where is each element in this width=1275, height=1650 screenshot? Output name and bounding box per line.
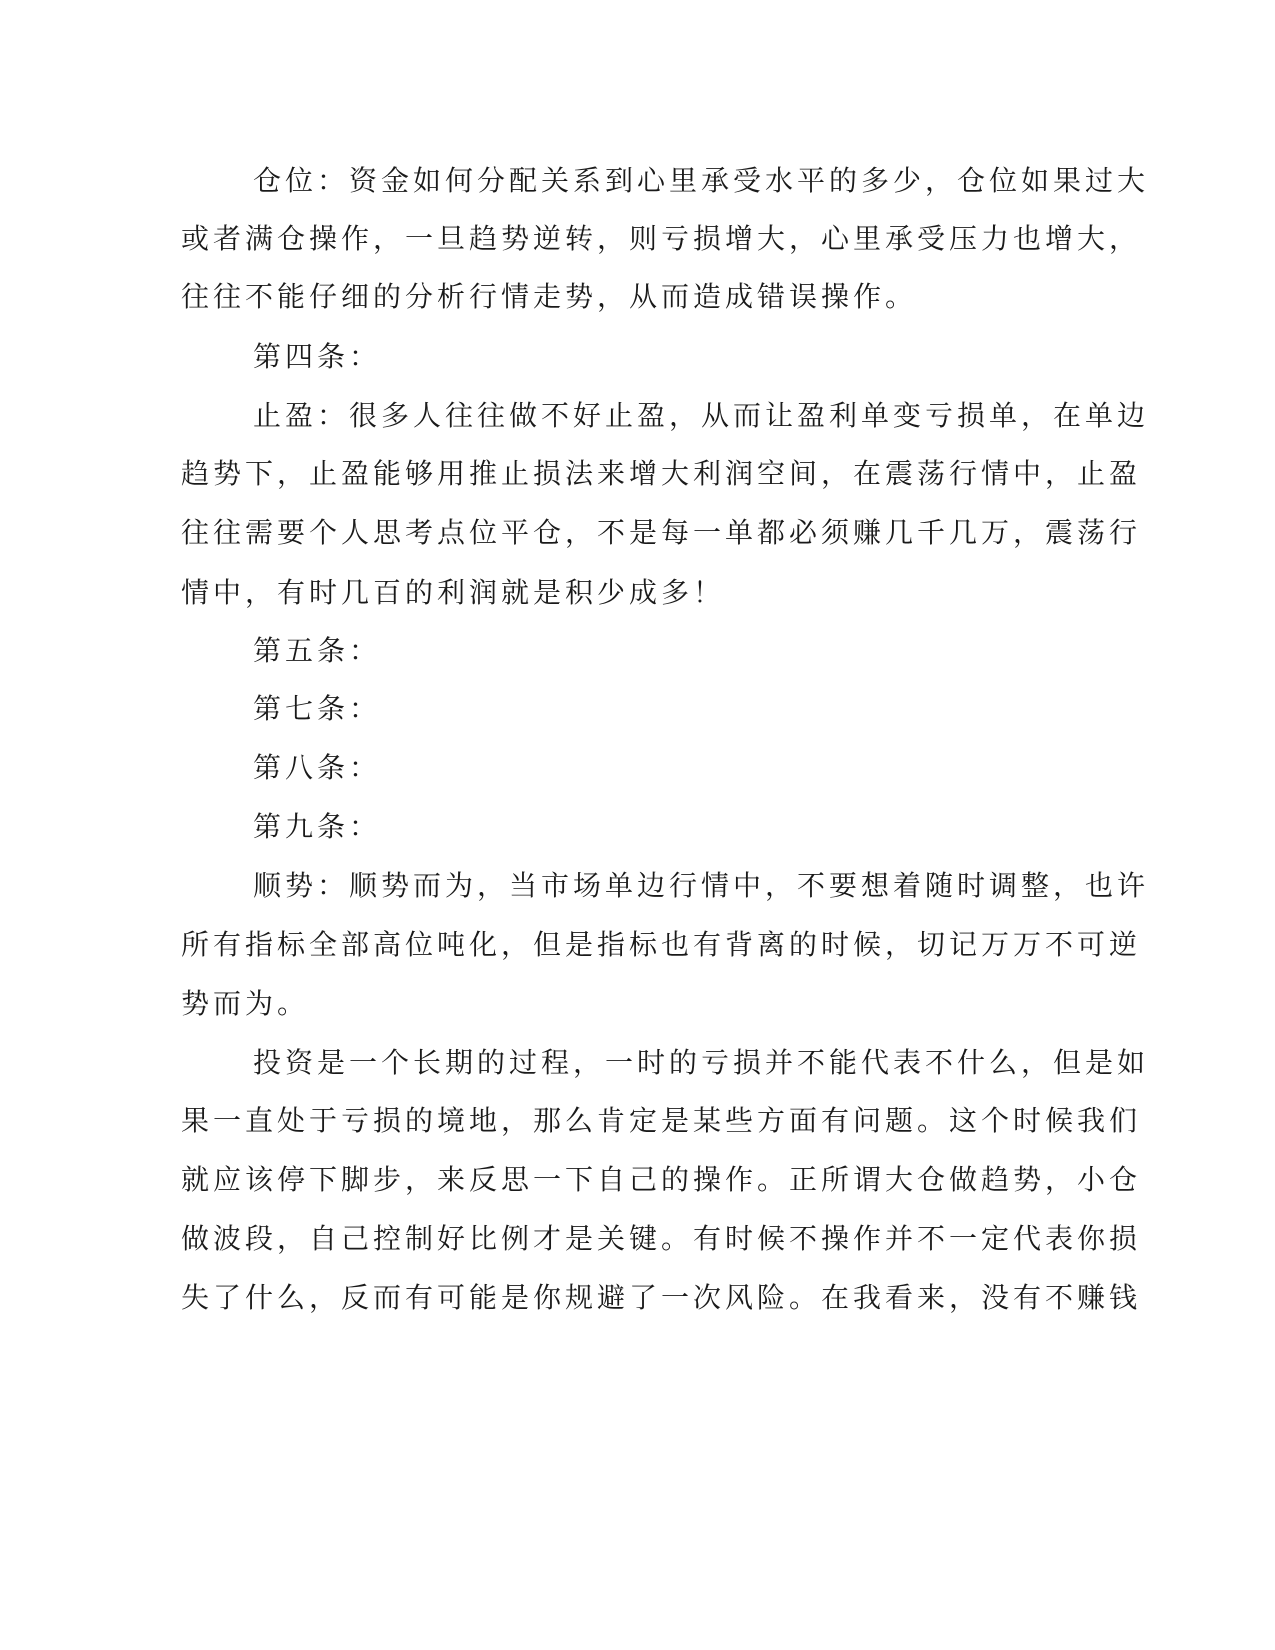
text-line: 往往不能仔细的分析行情走势，从而造成错误操作。 bbox=[181, 280, 918, 313]
text-line: 顺势：顺势而为，当市场单边行情中，不要想着随时调整，也许 bbox=[253, 869, 1150, 902]
text-line: 往往需要个人思考点位平仓，不是每一单都必须赚几千几万，震荡行 bbox=[181, 516, 1142, 549]
text-line: 趋势下，止盈能够用推止损法来增大利润空间，在震荡行情中，止盈 bbox=[181, 457, 1142, 490]
text-line: 仓位：资金如何分配关系到心里承受水平的多少，仓位如果过大 bbox=[253, 164, 1150, 197]
text-line: 止盈：很多人往往做不好止盈，从而让盈利单变亏损单，在单边 bbox=[253, 399, 1150, 432]
section-heading: 第五条： bbox=[253, 634, 382, 667]
text-line: 或者满仓操作，一旦趋势逆转，则亏损增大，心里承受压力也增大， bbox=[181, 222, 1142, 255]
text-line: 果一直处于亏损的境地，那么肯定是某些方面有问题。这个时候我们 bbox=[181, 1104, 1142, 1137]
text-line: 失了什么，反而有可能是你规避了一次风险。在我看来，没有不赚钱 bbox=[181, 1281, 1142, 1314]
section-heading: 第八条： bbox=[253, 751, 382, 784]
text-line: 势而为。 bbox=[181, 987, 310, 1020]
text-line: 所有指标全部高位吨化，但是指标也有背离的时候，切记万万不可逆 bbox=[181, 928, 1142, 961]
section-heading: 第七条： bbox=[253, 692, 382, 725]
section-heading: 第四条： bbox=[253, 340, 382, 373]
text-line: 情中，有时几百的利润就是积少成多！ bbox=[181, 576, 726, 609]
text-line: 做波段，自己控制好比例才是关键。有时候不操作并不一定代表你损 bbox=[181, 1222, 1142, 1255]
section-heading: 第九条： bbox=[253, 810, 382, 843]
text-line: 就应该停下脚步，来反思一下自己的操作。正所谓大仓做趋势，小仓 bbox=[181, 1163, 1142, 1196]
text-line: 投资是一个长期的过程，一时的亏损并不能代表不什么，但是如 bbox=[253, 1046, 1150, 1079]
